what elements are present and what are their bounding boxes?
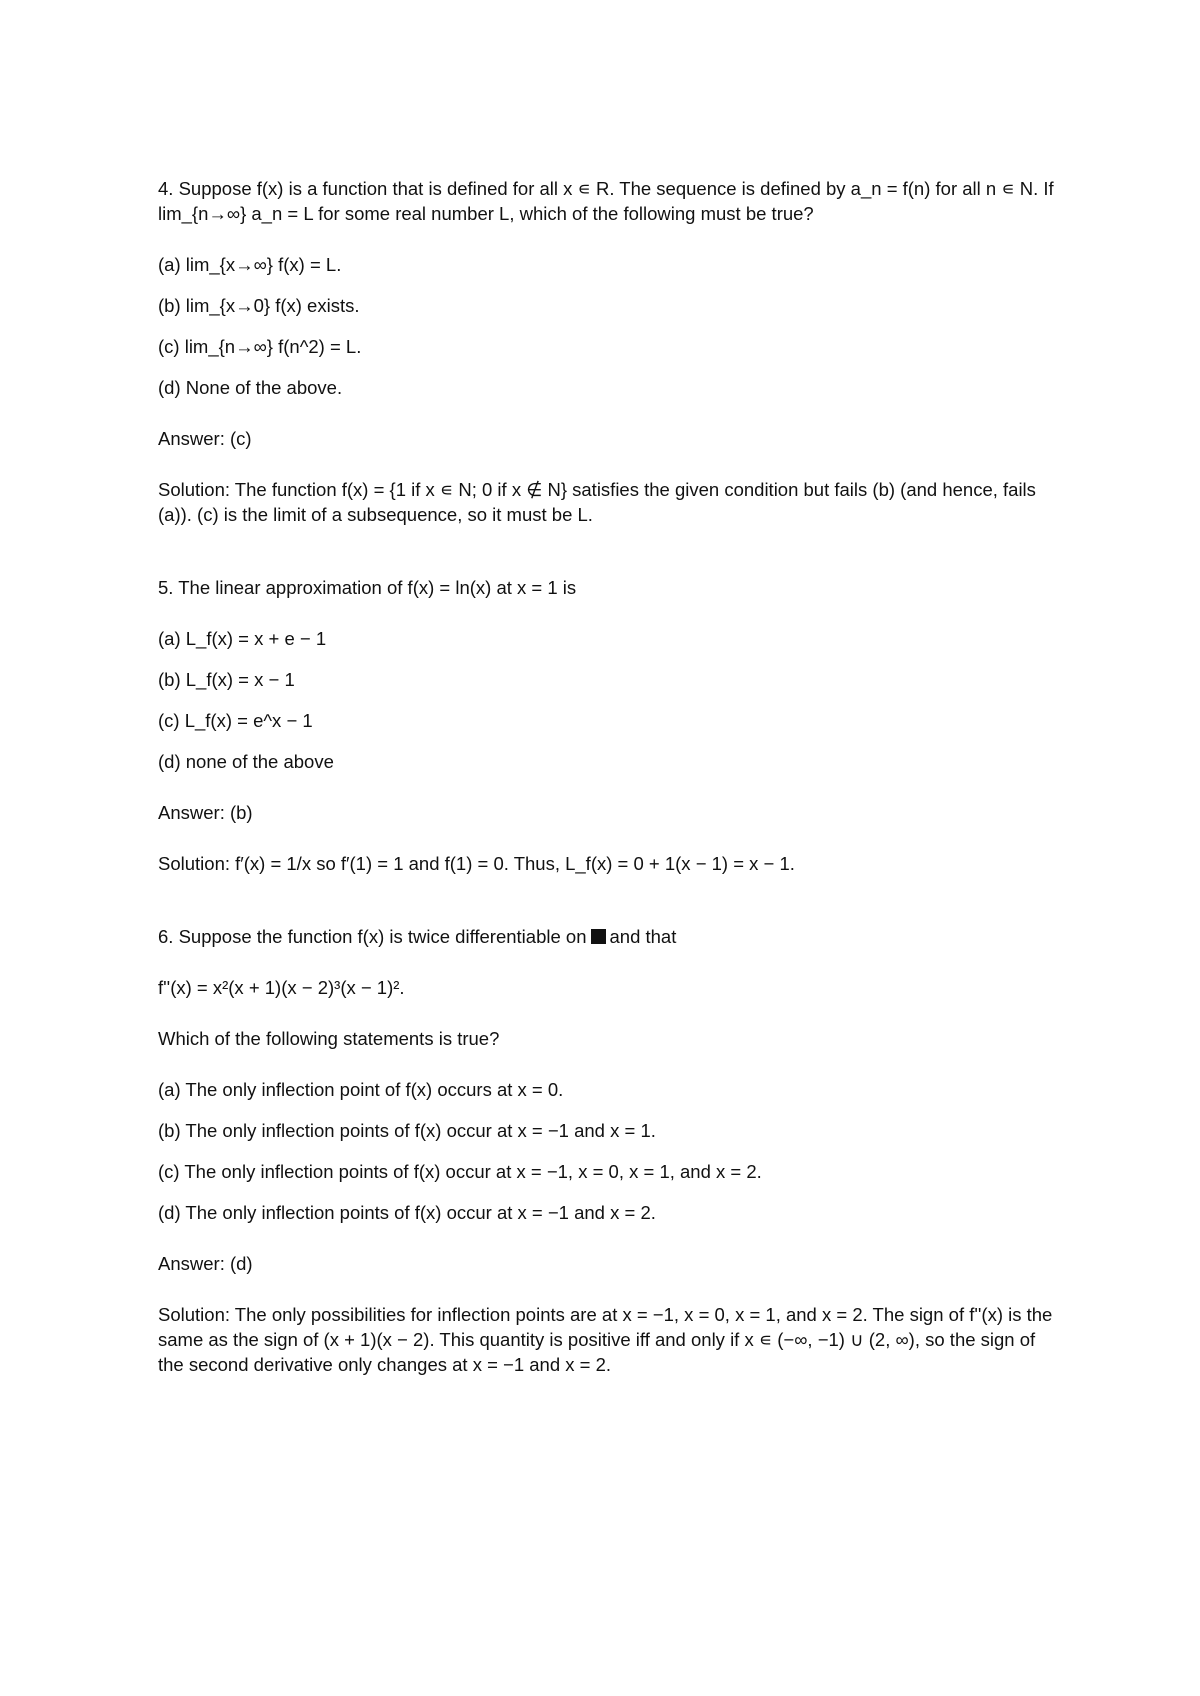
answer-text: Answer: (d): [158, 1253, 253, 1274]
document-page: [158, 176, 1058, 1425]
question-4: [158, 176, 1058, 527]
option-c: (c) L_f(x) = e^x − 1: [158, 710, 313, 731]
solution-text: Solution: The function f(x) = {1 if x ∊ N; 0 if x ∉ N} satisfies the given condition but fails (b) (and hence, fails (a)). (c) is the limit of a subsequence, so it must be L.: [158, 479, 1036, 525]
option-a: (a) The only inflection point of f(x) occurs at x = 0.: [158, 1079, 564, 1100]
answer-text: Answer: (b): [158, 802, 253, 823]
option-d: (d) None of the above.: [158, 377, 343, 398]
option-d: (d) none of the above: [158, 751, 334, 772]
option-b: (b) lim_{x→0} f(x) exists.: [158, 295, 360, 316]
question-stem: [158, 924, 1058, 949]
question-stem: 4. Suppose f(x) is a function that is defined for all x ∊ R. The sequence is defined by a_n = f(n) for all n ∊ N. If lim_{n→∞} a_n = L for some real number L, which of the following must be true?: [158, 178, 1054, 224]
question-6: [158, 924, 1058, 1377]
option-c: (c) The only inflection points of f(x) occur at x = −1, x = 0, x = 1, and x = 2.: [158, 1161, 762, 1182]
equation: f''(x) = x²(x + 1)(x − 2)³(x − 1)².: [158, 977, 405, 998]
stem-before: 6. Suppose the function f(x) is twice differentiable on: [158, 926, 587, 947]
solution-text: Solution: The only possibilities for inflection points are at x = −1, x = 0, x = 1, and x = 2. The sign of f''(x) is the same as the sign of (x + 1)(x − 2). This quantity is positive iff and only if x ∊ (−∞, −1) ∪ (2, ∞), so the sign of the second derivative only changes at x = −1 and x = 2.: [158, 1304, 1053, 1375]
question-prompt: Which of the following statements is true?: [158, 1028, 500, 1049]
option-a: (a) L_f(x) = x + e − 1: [158, 628, 327, 649]
stem-after: and that: [609, 926, 677, 947]
answer-text: Answer: (c): [158, 428, 252, 449]
question-5: [158, 575, 1058, 876]
option-b: (b) L_f(x) = x − 1: [158, 669, 295, 690]
option-b: (b) The only inflection points of f(x) occur at x = −1 and x = 1.: [158, 1120, 656, 1141]
question-stem: 5. The linear approximation of f(x) = ln(x) at x = 1 is: [158, 577, 577, 598]
missing-glyph-square-icon: [591, 929, 606, 944]
solution-text: Solution: f′(x) = 1/x so f′(1) = 1 and f(1) = 0. Thus, L_f(x) = 0 + 1(x − 1) = x − 1.: [158, 853, 795, 874]
option-d: (d) The only inflection points of f(x) occur at x = −1 and x = 2.: [158, 1202, 656, 1223]
option-a: (a) lim_{x→∞} f(x) = L.: [158, 254, 342, 275]
option-c: (c) lim_{n→∞} f(n^2) = L.: [158, 336, 362, 357]
